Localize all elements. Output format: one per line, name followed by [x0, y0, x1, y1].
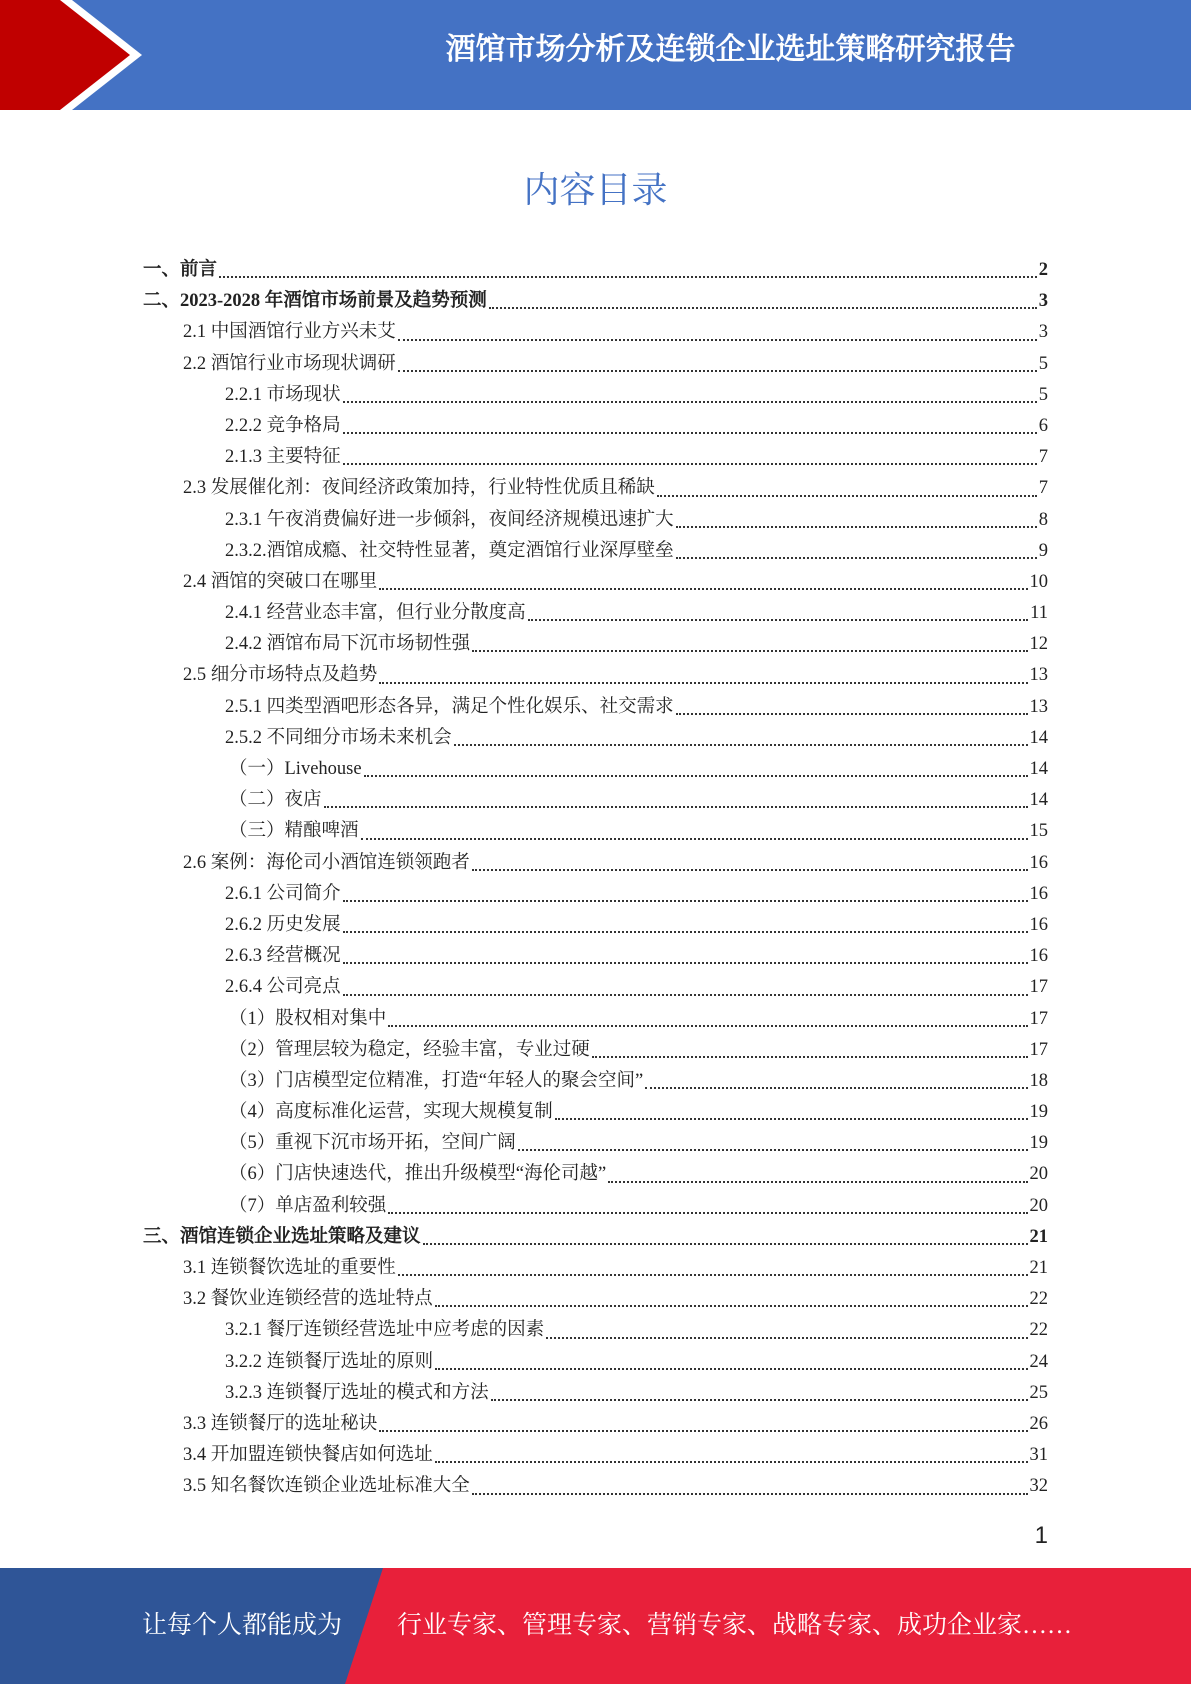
toc-entry[interactable] [143, 1253, 1048, 1284]
toc-entry-label: 3.2 餐饮业连锁经营的选址特点 [183, 1289, 433, 1310]
toc-entry-page: 16 [1029, 852, 1048, 873]
toc-entry[interactable] [143, 972, 1048, 1003]
toc-entry[interactable] [143, 567, 1048, 598]
toc-entry[interactable] [143, 785, 1048, 816]
toc-dot-leader [398, 370, 1037, 372]
toc-entry-label: 2.2.1 市场现状 [225, 384, 341, 405]
toc-entry[interactable] [143, 1035, 1048, 1066]
toc-entry[interactable] [143, 1440, 1048, 1471]
toc-dot-leader [435, 1368, 1027, 1370]
toc-dot-leader [435, 1461, 1028, 1463]
toc-entry[interactable] [143, 1347, 1048, 1378]
toc-entry[interactable] [143, 380, 1048, 411]
toc-entry[interactable] [143, 255, 1048, 286]
toc-entry[interactable] [143, 1378, 1048, 1409]
toc-dot-leader [645, 1087, 1027, 1089]
toc-entry[interactable] [143, 910, 1048, 941]
table-of-contents [143, 255, 1048, 1503]
footer-slogan-left: 让每个人都能成为 [142, 1612, 343, 1639]
toc-dot-leader [546, 1337, 1027, 1339]
toc-entry[interactable] [143, 1222, 1048, 1253]
toc-entry-label: （1）股权相对集中 [229, 1008, 387, 1029]
toc-dot-leader [472, 650, 1027, 652]
toc-entry-page: 17 [1029, 977, 1048, 998]
toc-entry-page: 20 [1029, 1195, 1048, 1216]
toc-entry[interactable] [143, 349, 1048, 380]
toc-dot-leader [219, 276, 1037, 278]
toc-entry-label: 3.2.3 连锁餐厅选址的模式和方法 [225, 1382, 489, 1403]
toc-entry[interactable] [143, 692, 1048, 723]
toc-entry-label: 3.1 连锁餐饮选址的重要性 [183, 1258, 396, 1278]
toc-entry-label: 2.6 案例：海伦司小酒馆连锁领跑者 [183, 852, 470, 873]
toc-entry-label: 二、2023-2028 年酒馆市场前景及趋势预测 [143, 291, 487, 312]
toc-entry-label: 2.5 细分市场特点及趋势 [183, 665, 378, 686]
toc-entry-page: 13 [1029, 696, 1048, 717]
toc-dot-leader [454, 744, 1028, 746]
toc-entry-label: 2.6.1 公司简介 [225, 883, 341, 904]
toc-title: 内容目录 [523, 170, 668, 211]
toc-entry-page: 18 [1029, 1070, 1048, 1091]
toc-entry[interactable] [143, 816, 1048, 847]
toc-entry-page: 3 [1038, 291, 1048, 312]
toc-entry-label: 3.3 连锁餐厅的选址秘诀 [183, 1413, 378, 1434]
toc-entry-page: 22 [1029, 1320, 1048, 1341]
toc-entry[interactable] [143, 442, 1048, 473]
toc-dot-leader [435, 1305, 1028, 1307]
toc-entry-page: 8 [1038, 509, 1048, 530]
toc-dot-leader [676, 526, 1037, 528]
toc-entry-label: （三）精酿啤酒 [229, 821, 359, 842]
toc-entry-page: 25 [1029, 1382, 1048, 1403]
toc-entry-label: 2.4 酒馆的突破口在哪里 [183, 571, 378, 592]
toc-entry[interactable] [143, 1066, 1048, 1097]
toc-dot-leader [343, 401, 1037, 403]
toc-dot-leader [388, 1025, 1027, 1027]
toc-dot-leader [423, 1243, 1028, 1245]
toc-dot-leader [491, 1399, 1028, 1401]
toc-entry-page: 9 [1038, 540, 1048, 561]
toc-entry-page: 7 [1038, 447, 1048, 468]
toc-entry[interactable] [143, 317, 1048, 348]
toc-dot-leader [398, 1274, 1028, 1276]
toc-entry-page: 26 [1029, 1413, 1048, 1434]
toc-dot-leader [592, 1056, 1028, 1058]
toc-entry-label: （5）重视下沉市场开拓，空间广阔 [229, 1133, 516, 1154]
toc-entry-page: 11 [1030, 603, 1048, 624]
toc-entry[interactable] [143, 848, 1048, 879]
toc-entry-label: （二）夜店 [229, 790, 322, 811]
toc-dot-leader [343, 962, 1028, 964]
toc-entry-page: 22 [1029, 1289, 1048, 1310]
toc-entry-page: 10 [1029, 571, 1048, 592]
toc-dot-leader [676, 713, 1028, 715]
toc-entry-page: 21 [1029, 1226, 1048, 1247]
toc-entry-page: 19 [1029, 1133, 1048, 1154]
toc-entry[interactable] [143, 723, 1048, 754]
toc-entry-page: 24 [1029, 1351, 1048, 1372]
toc-dot-leader [676, 557, 1037, 559]
toc-entry-page: 32 [1029, 1476, 1048, 1497]
toc-entry-label: 3.2.2 连锁餐厅选址的原则 [225, 1351, 434, 1372]
toc-entry[interactable] [143, 1471, 1048, 1502]
toc-dot-leader [388, 1212, 1027, 1214]
toc-entry-page: 20 [1029, 1164, 1048, 1185]
toc-entry-label: 三、酒馆连锁企业选址策略及建议 [143, 1226, 421, 1247]
page-number: 1 [1034, 1522, 1048, 1549]
toc-entry-page: 12 [1029, 634, 1048, 655]
toc-dot-leader [343, 900, 1028, 902]
toc-entry-label: （一）Livehouse [229, 759, 362, 779]
header-bar [0, 0, 1191, 110]
toc-entry-label: 2.6.3 经营概况 [225, 946, 341, 967]
toc-entry[interactable] [143, 879, 1048, 910]
toc-dot-leader [657, 495, 1037, 497]
toc-entry[interactable] [143, 536, 1048, 567]
toc-entry-label: 2.6.2 历史发展 [225, 914, 341, 935]
toc-entry-label: 2.3 发展催化剂：夜间经济政策加持，行业特性优质且稀缺 [183, 478, 655, 499]
toc-entry-page: 19 [1029, 1102, 1048, 1123]
toc-entry-label: 3.4 开加盟连锁快餐店如何选址 [183, 1445, 433, 1466]
toc-entry-label: 2.6.4 公司亮点 [225, 977, 341, 998]
toc-entry[interactable] [143, 1128, 1048, 1159]
toc-dot-leader [343, 463, 1037, 465]
toc-entry-page: 6 [1038, 415, 1048, 436]
toc-entry-label: （3）门店模型定位精准，打造“年轻人的聚会空间” [229, 1070, 644, 1091]
toc-entry[interactable] [143, 629, 1048, 660]
toc-entry-label: 2.3.2.酒馆成瘾、社交特性显著，奠定酒馆行业深厚壁垒 [225, 540, 674, 561]
toc-dot-leader [361, 838, 1028, 840]
toc-entry[interactable] [143, 1284, 1048, 1315]
toc-entry[interactable] [143, 660, 1048, 691]
toc-entry-label: （4）高度标准化运营，实现大规模复制 [229, 1102, 553, 1123]
toc-entry[interactable] [143, 1191, 1048, 1222]
toc-entry-label: 3.5 知名餐饮连锁企业选址标准大全 [183, 1476, 470, 1497]
toc-entry-label: （6）门店快速迭代，推出升级模型“海伦司越” [229, 1164, 607, 1185]
toc-entry-page: 14 [1029, 759, 1048, 779]
toc-dot-leader [379, 1430, 1027, 1432]
toc-entry-page: 17 [1029, 1008, 1048, 1029]
toc-dot-leader [379, 682, 1027, 684]
toc-entry-page: 7 [1038, 478, 1048, 499]
toc-dot-leader [472, 869, 1028, 871]
footer-slogan-right: 行业专家、管理专家、营销专家、战略专家、成功企业家…… [397, 1612, 1073, 1639]
toc-entry-label: 2.4.2 酒馆布局下沉市场韧性强 [225, 634, 471, 655]
toc-entry[interactable] [143, 1097, 1048, 1128]
toc-entry-page: 31 [1029, 1445, 1048, 1466]
toc-dot-leader [343, 931, 1028, 933]
report-title: 酒馆市场分析及连锁企业选址策略研究报告 [445, 32, 1016, 67]
toc-entry[interactable] [143, 1159, 1048, 1190]
toc-entry-label: 2.1 中国酒馆行业方兴未艾 [183, 322, 396, 343]
toc-entry[interactable] [143, 286, 1048, 317]
toc-dot-leader [398, 339, 1037, 341]
toc-entry-page: 13 [1029, 665, 1048, 686]
toc-entry-page: 21 [1029, 1258, 1048, 1278]
toc-entry-label: 2.3.1 午夜消费偏好进一步倾斜，夜间经济规模迅速扩大 [225, 509, 674, 530]
toc-entry-page: 16 [1029, 883, 1048, 904]
toc-entry-page: 14 [1029, 727, 1048, 748]
toc-dot-leader [379, 588, 1027, 590]
toc-entry-page: 3 [1038, 322, 1048, 343]
toc-entry[interactable] [143, 598, 1048, 629]
toc-entry[interactable] [143, 941, 1048, 972]
toc-entry-label: 2.5.2 不同细分市场未来机会 [225, 727, 452, 748]
toc-entry-label: 2.2.2 竞争格局 [225, 415, 341, 436]
footer-banner [0, 1568, 1191, 1684]
toc-entry-label: 一、前言 [143, 260, 218, 280]
toc-dot-leader [489, 307, 1037, 309]
toc-dot-leader [528, 619, 1029, 621]
toc-dot-leader [343, 994, 1028, 996]
toc-dot-leader [608, 1181, 1027, 1183]
toc-dot-leader [324, 806, 1028, 808]
toc-dot-leader [555, 1118, 1028, 1120]
toc-entry[interactable] [143, 505, 1048, 536]
toc-entry-label: 2.2 酒馆行业市场现状调研 [183, 353, 396, 374]
toc-entry[interactable] [143, 1409, 1048, 1440]
toc-dot-leader [343, 432, 1037, 434]
toc-entry-page: 16 [1029, 946, 1048, 967]
toc-entry-page: 5 [1038, 353, 1048, 374]
toc-dot-leader [472, 1493, 1028, 1495]
toc-entry[interactable] [143, 411, 1048, 442]
toc-entry-label: 3.2.1 餐厅连锁经营选址中应考虑的因素 [225, 1320, 545, 1341]
toc-entry-page: 5 [1038, 384, 1048, 405]
toc-entry-label: 2.4.1 经营业态丰富，但行业分散度高 [225, 603, 526, 624]
toc-entry-page: 14 [1029, 790, 1048, 811]
toc-entry-label: 2.5.1 四类型酒吧形态各异，满足个性化娱乐、社交需求 [225, 696, 674, 717]
toc-entry[interactable] [143, 473, 1048, 504]
toc-entry-label: 2.1.3 主要特征 [225, 447, 341, 468]
toc-entry-page: 16 [1029, 914, 1048, 935]
toc-entry-label: （7）单店盈利较强 [229, 1195, 387, 1216]
toc-entry-page: 17 [1029, 1039, 1048, 1060]
toc-entry[interactable] [143, 754, 1048, 785]
toc-entry-page: 2 [1038, 260, 1048, 280]
toc-dot-leader [364, 775, 1028, 777]
toc-entry[interactable] [143, 1315, 1048, 1346]
toc-entry[interactable] [143, 1004, 1048, 1035]
toc-dot-leader [518, 1149, 1028, 1151]
toc-entry-label: （2）管理层较为稳定，经验丰富，专业过硬 [229, 1039, 590, 1060]
toc-entry-page: 15 [1029, 821, 1048, 842]
